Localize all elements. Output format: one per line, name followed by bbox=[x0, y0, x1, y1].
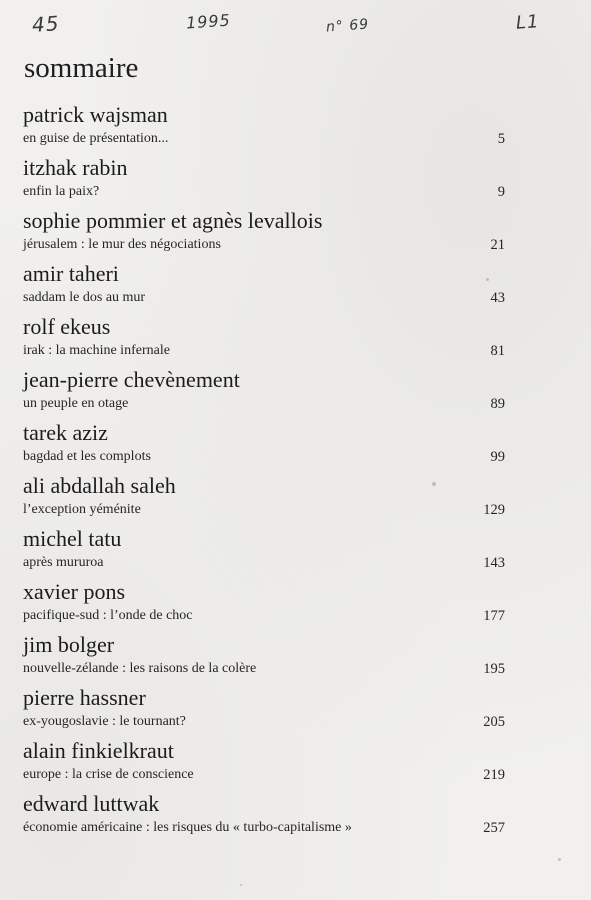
handwritten-note: 1995 bbox=[185, 10, 232, 33]
toc-author: xavier pons bbox=[23, 579, 126, 604]
paper-speck bbox=[432, 482, 436, 486]
toc-subtitle: l’exception yéménite bbox=[23, 502, 141, 517]
toc-entry bbox=[23, 526, 505, 579]
toc-page-number: 5 bbox=[497, 131, 505, 147]
toc-page-number: 143 bbox=[483, 555, 505, 571]
toc-author: jean-pierre chevènement bbox=[23, 367, 240, 392]
toc-entry bbox=[23, 579, 505, 632]
toc-author: patrick wajsman bbox=[23, 102, 168, 127]
toc-page-number: 21 bbox=[490, 237, 505, 253]
toc-subtitle: jérusalem : le mur des négociations bbox=[23, 237, 221, 252]
toc-author: pierre hassner bbox=[23, 685, 146, 710]
toc-subtitle: pacifique-sud : l’onde de choc bbox=[23, 608, 193, 623]
toc-author: itzhak rabin bbox=[23, 155, 128, 180]
toc-page-number: 81 bbox=[490, 343, 505, 359]
table-of-contents bbox=[23, 102, 505, 844]
toc-page-number: 205 bbox=[483, 714, 505, 730]
toc-entry bbox=[23, 102, 505, 155]
toc-entry bbox=[23, 155, 505, 208]
toc-author: sophie pommier et agnès levallois bbox=[23, 208, 323, 233]
handwritten-note: 45 bbox=[31, 11, 61, 37]
paper-speck bbox=[486, 278, 489, 281]
toc-page-number: 89 bbox=[490, 396, 505, 412]
toc-author: ali abdallah saleh bbox=[23, 473, 176, 498]
toc-subtitle: irak : la machine infernale bbox=[23, 343, 170, 358]
toc-author: alain finkielkraut bbox=[23, 738, 174, 763]
paper-speck bbox=[240, 884, 242, 886]
toc-author: rolf ekeus bbox=[23, 314, 111, 339]
toc-subtitle: nouvelle-zélande : les raisons de la colère bbox=[23, 661, 257, 676]
toc-subtitle: ex-yougoslavie : le tournant? bbox=[23, 714, 186, 729]
toc-page-number: 9 bbox=[497, 184, 505, 200]
toc-page-number: 99 bbox=[490, 449, 505, 465]
toc-author: edward luttwak bbox=[23, 791, 160, 816]
toc-subtitle: enfin la paix? bbox=[23, 184, 100, 199]
toc-page-number: 43 bbox=[490, 290, 505, 306]
toc-entry bbox=[23, 261, 505, 314]
handwritten-note: n° 69 bbox=[325, 16, 370, 36]
toc-entry bbox=[23, 738, 505, 791]
toc-author: michel tatu bbox=[23, 526, 122, 551]
toc-page-number: 219 bbox=[483, 767, 505, 783]
toc-page-number: 129 bbox=[483, 502, 505, 518]
toc-subtitle: saddam le dos au mur bbox=[23, 290, 146, 305]
toc-subtitle: un peuple en otage bbox=[23, 396, 129, 411]
page-title: sommaire bbox=[24, 52, 139, 84]
toc-entry bbox=[23, 791, 505, 844]
toc-subtitle: économie américaine : les risques du « turbo-capitalisme » bbox=[23, 820, 352, 835]
toc-subtitle: en guise de présentation... bbox=[23, 131, 169, 146]
toc-subtitle: après mururoa bbox=[23, 555, 104, 570]
toc-subtitle: bagdad et les complots bbox=[23, 449, 151, 464]
toc-author: jim bolger bbox=[23, 632, 115, 657]
toc-entry bbox=[23, 367, 505, 420]
toc-page-number: 177 bbox=[483, 608, 505, 624]
handwritten-note: L1 bbox=[515, 11, 541, 34]
toc-entry bbox=[23, 473, 505, 526]
toc-subtitle: europe : la crise de conscience bbox=[23, 767, 194, 782]
toc-entry bbox=[23, 314, 505, 367]
toc-page-number: 195 bbox=[483, 661, 505, 677]
toc-entry bbox=[23, 632, 505, 685]
toc-page-number: 257 bbox=[483, 820, 505, 836]
toc-author: tarek aziz bbox=[23, 420, 108, 445]
paper-speck bbox=[558, 858, 561, 861]
toc-entry bbox=[23, 208, 505, 261]
toc-author: amir taheri bbox=[23, 261, 119, 286]
toc-entry bbox=[23, 685, 505, 738]
toc-entry bbox=[23, 420, 505, 473]
